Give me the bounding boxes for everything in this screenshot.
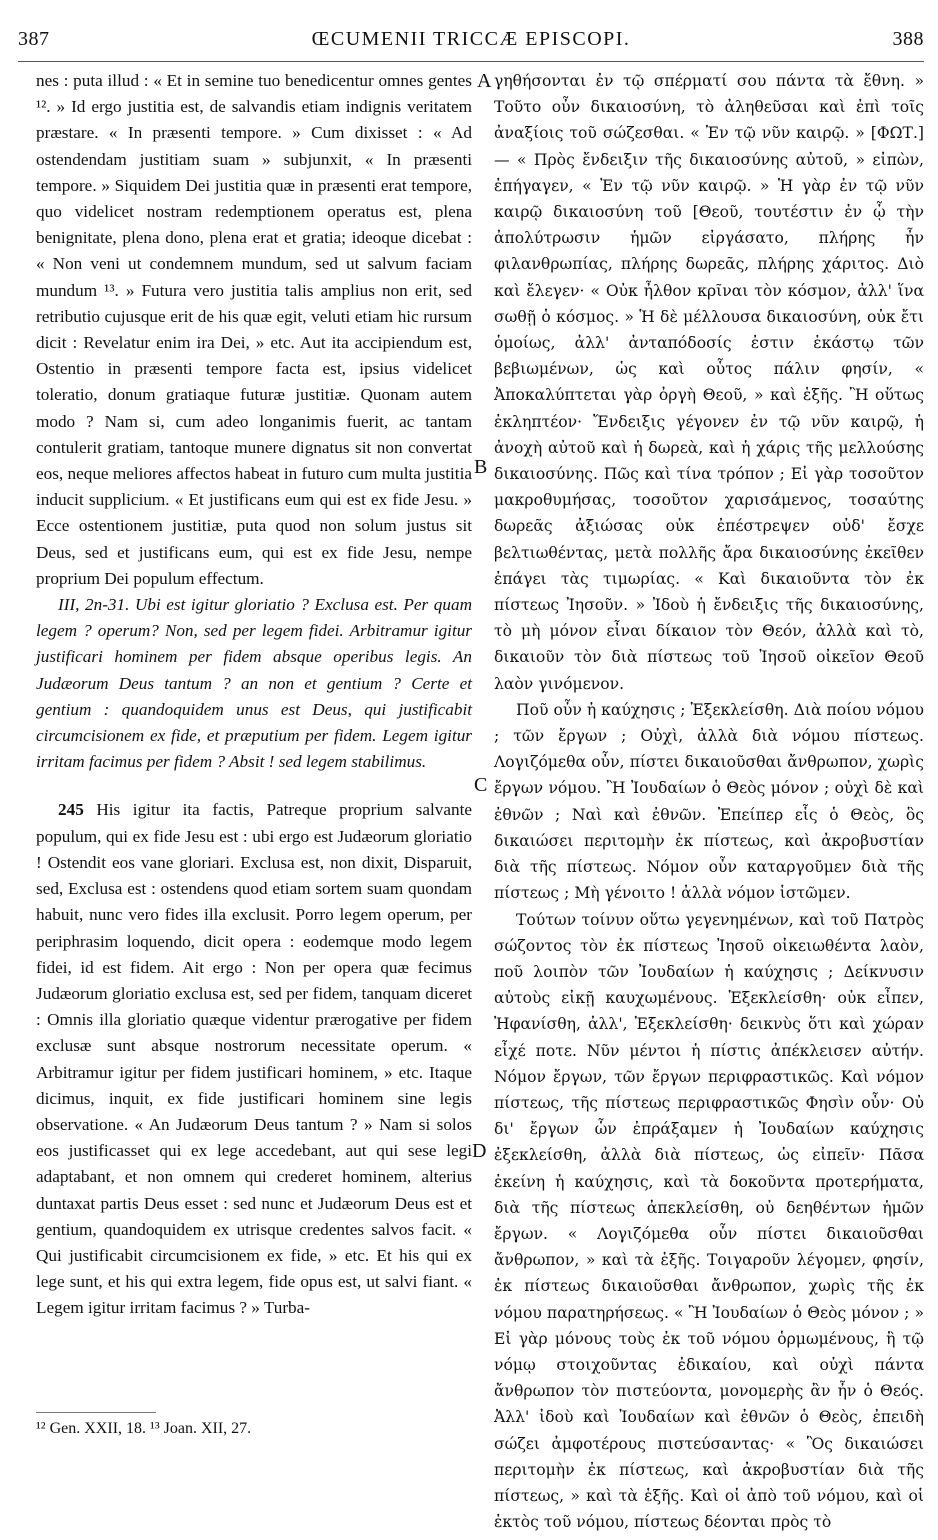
greek-paragraph-3: Τούτων τοίνυν οὕτω γεγενημένων, καὶ τοῦ Πατρὸς σώζοντος τὸν ἐκ πίστεως Ἰησοῦ οἰκειωθέντα λαὸν, ποῦ λοιπὸν τῶν Ἰουδαίων ἡ καύχησις ; Δείκνυσιν αὐτοὺς εἰκῇ καυχωμένους. Ἐξεκλείσθη· οὐκ εἶπεν, Ἠφανίσθη, ἀλλ', Ἐξεκλείσθη· δεικνὺς ὅτι καὶ χώραν εἶχέ ποτε. Νῦν μέντοι ἡ πίστις ἀπέκλεισεν αὐτήν. Νόμον ἔργων, τῶν ἔργων περιφραστικῶς. Καὶ νόμον πίστεως, τῆς πίστεως περιφραστικῶς Φησὶν οὖν· Οὐ δι' ἔργων ὧν ἐπράξαμεν ἡ Ἰουδαίων καύχησις ἐξεκλείσθη, ἀλλὰ διὰ πίστεως, ὡς εἰπεῖν· Πᾶσα ἐκείνη ἡ καύχησις, καὶ τὰ δοκοῦντα προτερήματα, διὰ τῆς πίστεως ἀπεκλείσθη, οὐ δεηθέντων ἡμῶν ἔργων. « Λογιζόμεθα οὖν πίστει δικαιοῦσθαι ἄνθρωπον, » καὶ τὰ ἑξῆς. Τοιγαροῦν λέγομεν, φησίν, ἐκ πίστεως δικαιοῦσθαι ἄνθρωπον, χωρὶς τῆς ἐκ νόμου παρατηρήσεως. « Ἢ Ἰουδαίων ὁ Θεὸς μόνον ; » Εἰ γὰρ μόνους τοὺς ἐκ τοῦ νόμου ὁρμωμένους, ἢ τῷ νόμῳ στοιχοῦντας ἐδικαίου, καὶ οὐχὶ πάντα ἄνθρωπον τὸν πιστεύοντα, μονομερὴς ἂν ἦν ὁ Θεός. Ἀλλ' ἰδοὺ καὶ Ἰουδαίων καὶ ἐθνῶν ὁ Θεὸς, ἐπειδὴ σώζει ἀμφοτέρους πιστεύσαντας· « Ὃς δικαιώσει περιτομὴν ἐκ πίστεως, καὶ ἀκροβυστίαν διὰ τῆς πίστεως, » καὶ τὰ ἑξῆς. Καὶ οἱ ἀπὸ τοῦ νόμου, καὶ οἱ ἐκτὸς τοῦ νόμου, πίστεως δέονται πρὸς τὸ	[494, 910, 924, 1532]
footnote-rule	[36, 1412, 156, 1413]
latin-column	[36, 68, 472, 1322]
section-number: 245	[58, 800, 84, 820]
paragraph-gap	[36, 775, 472, 797]
footnotes: ¹² Gen. XXII, 18. ¹³ Joan. XII, 27.	[36, 1420, 252, 1437]
greek-column	[494, 68, 924, 1535]
page-number-left: 387	[18, 28, 50, 50]
greek-paragraph-1: γηθήσονται ἐν τῷ σπέρματί σου πάντα τὰ ἔθνη. » Τοῦτο οὖν δικαιοσύνη, τὸ ἀληθεῦσαι καὶ ἐπὶ τοῖς ἀναξίοις τοῦ σώζεσθαι. « Ἐν τῷ νῦν καιρῷ. » [ΦΩΤ.] — « Πρὸς ἔνδειξιν τῆς δικαιοσύνης αὐτοῦ, » εἰπὼν, ἐπήγαγεν, « Ἐν τῷ νῦν καιρῷ. » Ἡ γὰρ ἐν τῷ νῦν καιρῷ δικαιοσύνη τοῦ [Θεοῦ, τουτέστιν ἐν ᾧ τὴν ἀπολύτρωσιν ἡμῶν εἰργάσατο, πλήρης ἦν φιλανθρωπίας, πλήρης δωρεᾶς, πλήρης χάριτος. Διὸ καὶ ἔλεγεν· « Οὐκ ἦλθον κρῖναι τὸν κόσμον, ἀλλ' ἵνα σωθῇ ὁ κόσμος. » Ἡ δὲ μέλλουσα δικαιοσύνη, οὐκ ἔτι ὁμοίως, ἀλλ' ἀνταπόδοσίς ἐστιν ἑκάστῳ τῶν βεβιωμένων, ὡς καὶ οὗτος πάλιν φησίν, « Ἀποκαλύπτεται γὰρ ὀργὴ Θεοῦ, » καὶ ἑξῆς. Ἢ οὕτως ἐκληπτέον· Ἔνδειξις γέγονεν ἐν τῷ νῦν καιρῷ, ἡ ἀνοχὴ αὐτοῦ καὶ ἡ δωρεὰ, καὶ ἡ χάρις τῆς μελλούσης δικαιοσύνης. Πῶς καὶ τίνα τρόπον ; Εἰ γὰρ τοσοῦτον μακροθυμήσας, τοσοῦτον χαρισάμενος, τοσαύτης δωρεᾶς ἀξιώσας οὐκ ἐπέστρεψεν οὐδ' ἔσχε βελτιωθέντας, μετὰ πολλῆς ἄρα δικαιοσύνης ἐκεῖθεν ἐπάγει τὰς τιμωρίας. « Καὶ δικαιοῦντα τὸν ἐκ πίστεως Ἰησοῦν. » Ἰδοὺ ἡ ἔνδειξις τῆς δικαιοσύνης, τὸ μὴ μόνον εἶναι δίκαιον τὸν Θεόν, ἀλλὰ καὶ τὸ, δικαιοῦν τὸν διὰ πίστεως τοῦ Ἰησοῦ οἰκεῖον Θεοῦ λαὸν γινόμενον.	[494, 72, 924, 693]
latin-paragraph-1: nes : puta illud : « Et in semine tuo benedicentur omnes gentes ¹². » Id ergo justitia est, de salvandis etiam indignis veritatem præstare. « In præsenti tempore. » Cum dixisset : « Ad ostendendam justitiam suam » subjunxit, « In præsenti tempore. » Siquidem Dei justitia quæ in præsenti erat tempore, quo videlicet nostram redemptionem operatus est, plena benignitate, plena dono, plena erat et gratia; ideoque dicebat : « Non veni ut condemnem mundum, sed ut salvum faciam mundum ¹³. » Futura vero justitia talis amplius non erit, sed retributio cujusque erit de his quæ egit, veluti etiam hic rursum dicit : Revelatur enim ira Dei, » etc. Aut ita accipiendum est, Ostentio in præsenti tempore facta est, ipsius videlicet toleratio, donum gratiaque futuræ justitiæ. Quonam autem modo ? Nam si, cum adeo longanimis fuerit, ac tantam contulerit gratiam, tantoque munere dignatus sit non convertat eos, neque meliores affectos habeat in futuro cum multa justitia inducit supplicium. « Et justificans eum qui est ex fide Jesu. » Ecce ostentionem justitiæ, puta quod non solum justus sit Deus, sed et justificans eum, qui est ex fide Jesu, nempe proprium Dei populum effectum.	[36, 71, 472, 588]
margin-marker-d: D	[472, 1140, 487, 1162]
greek-paragraph-2: Ποῦ οὖν ἡ καύχησις ; Ἐξεκλείσθη. Διὰ ποίου νόμου ; τῶν ἔργων ; Οὐχὶ, ἀλλὰ διὰ νόμου πίστεως. Λογιζόμεθα οὖν, πίστει δικαιοῦσθαι ἄνθρωπον, χωρὶς ἔργων νόμου. Ἢ Ἰουδαίων ὁ Θεὸς μόνον ; οὐχὶ δὲ καὶ ἐθνῶν ; Ναὶ καὶ ἐθνῶν. Ἐπείπερ εἷς ὁ Θεὸς, ὃς δικαιώσει περιτομὴν ἐκ πίστεως, καὶ ἀκροβυστίαν διὰ τῆς πίστεως. Νόμον οὖν καταργοῦμεν διὰ τῆς πίστεως ; Μὴ γένοιτο ! ἀλλὰ νόμον ἱστῶμεν.	[494, 700, 924, 903]
running-title: ŒCUMENII TRICCÆ EPISCOPI.	[311, 28, 631, 50]
page-number-right: 388	[892, 28, 924, 50]
latin-paragraph-2	[36, 797, 472, 1321]
latin-verse-quote: III, 2n-31. Ubi est igitur gloriatio ? Exclusa est. Per quam legem ? operum? Non, sed per legem fidei. Arbitramur igitur justificari hominem per fidem absque operibus legis. An Judæorum Deus tantum ? an non et gentium ? Certe et gentium : quandoquidem unus est Deus, qui justificabit circumcisionem ex fide, et præputium per fidem. Legem igitur irritam facimus per fidem ? Absit ! sed legem stabilimus.	[36, 595, 472, 772]
header-rule	[18, 61, 924, 62]
latin-paragraph-2-text: His igitur ita factis, Patreque proprium salvante populum, qui ex fide Jesu est : ubi ergo est Judæorum gloriatio ! Ostendit eos vane gloriari. Exclusa est, non dixit, Disparuit, sed, Exclusa est : ostendens quod etiam sortem suam quondam habuit, nunc vero fides illa exclusit. Porro legem operum, per periphrasim loquendo, dicit opera : eodemque modo legem fidei, id est fidem. Ait ergo : Non per opera quæ fecimus Judæorum gloriatio exclusa est, sed per fidem, tanquam diceret : Omnis illa gloriatio quæque videntur prærogative per fidem exclusæ sunt absque nostrorum necessitate operum. « Arbitramur igitur per fidem justificari hominem, » etc. Itaque dicimus, inquit, ex fide justificari hominem sine legis observatione. « An Judæorum Deus tantum ? » Nam si solos eos justificasset qui ex lege accedebant, aut qui sese legi adaptabant, et non omnem qui crederet hominem, alterius duntaxat partis Deus esset : sed nunc et Judæorum Deus est et gentium, quandoquidem ex utrisque credentes salvos facit. « Qui justificabit circumcisionem ex fide, » etc. Et his qui ex lege sunt, et his qui extra legem, fide opus est, ut salvi fiant. « Legem igitur irritam facimus ? » Turba-	[36, 800, 472, 1318]
margin-marker-c: C	[474, 774, 488, 796]
margin-marker-a: A	[477, 70, 492, 92]
margin-marker-b: B	[474, 456, 488, 478]
page-header	[18, 28, 924, 56]
